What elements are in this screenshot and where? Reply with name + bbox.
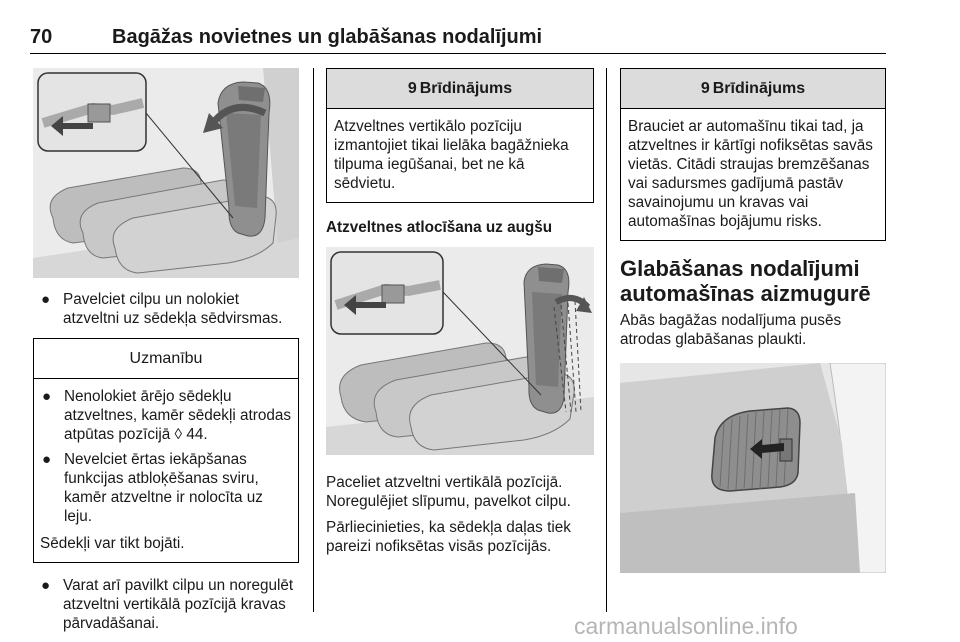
notice-box [33, 338, 299, 563]
reference-page[interactable]: 44. [186, 426, 208, 443]
column-right [620, 68, 886, 573]
bullet-dot: ● [41, 577, 51, 594]
warning-icon: 9 [407, 79, 417, 97]
bullet-dot: ● [42, 451, 52, 468]
subheading: Atzveltnes atlocīšana uz augšu [326, 219, 553, 236]
seat-fold-down-illustration [33, 68, 299, 278]
seat-fold-up-illustration [326, 247, 594, 455]
notice-title: Uzmanību [34, 339, 298, 379]
page-number: 70 [30, 26, 53, 48]
list-item: ● Nenolokiet ārējo sēdekļu atzveltnes, kamēr sēdekļi atrodas atpūtas pozīcijā ◊ 44. [42, 388, 292, 443]
warning-header [621, 69, 885, 109]
column-middle [326, 68, 594, 556]
storage-compartment-illustration [620, 363, 886, 573]
page-header [30, 26, 886, 54]
column-left [33, 68, 299, 633]
bullet-dot: ● [42, 388, 52, 405]
list-item: ● Varat arī pavilkt cilpu un noregulēt atzveltni vertikālā pozīcijā kravas pārvadāšanai. [41, 577, 294, 632]
paragraph: Pārliecinieties, ka sēdekļa daļas tiek pareizi nofiksētas visās pozīcijās. [326, 519, 571, 555]
warning-box [620, 68, 886, 241]
column-divider [313, 68, 314, 612]
warning-title: Brīdinājums [712, 79, 806, 97]
section-title: Glabāšanas nodalījumi automašīnas aizmugurē [620, 256, 871, 306]
column-divider [606, 68, 607, 612]
page-title: Bagāžas novietnes un glabāšanas nodalījumi [112, 26, 543, 48]
warning-header [327, 69, 593, 109]
warning-icon: 9 [700, 79, 710, 97]
reference-icon: ◊ [174, 426, 183, 443]
paragraph: Abās bagāžas nodalījuma pusēs atrodas glabāšanas plaukti. [620, 312, 842, 348]
notice-footer: Sēdekļi var tikt bojāti. [40, 535, 185, 552]
warning-title: Brīdinājums [419, 79, 513, 97]
warning-text: Atzveltnes vertikālo pozīciju izmantojiet tikai lielāka bagāžnieka tilpuma iegūšanai, bet ne kā sēdvietu. [334, 118, 569, 192]
list-item: ● Nevelciet ērtas iekāpšanas funkcijas atbloķēšanas sviru, kamēr atzveltne ir nolocīta uz leju. [42, 451, 263, 525]
warning-text: Brauciet ar automašīnu tikai tad, ja atzveltnes ir kārtīgi nofiksētas savās vietās. Citādi straujas bremzēšanas vai sadursmes gadījumā pastāv savainojumu un kravas vai automašīnas bojājumu risks. [628, 118, 873, 230]
watermark: carmanualsonline.info [574, 613, 798, 639]
warning-box [326, 68, 594, 203]
bullet-dot: ● [41, 291, 51, 308]
paragraph: Paceliet atzveltni vertikālā pozīcijā. Noregulējiet slīpumu, pavelkot cilpu. [326, 474, 571, 510]
list-item: ● Pavelciet cilpu un nolokiet atzveltni uz sēdekļa sēdvirsmas. [41, 291, 283, 327]
